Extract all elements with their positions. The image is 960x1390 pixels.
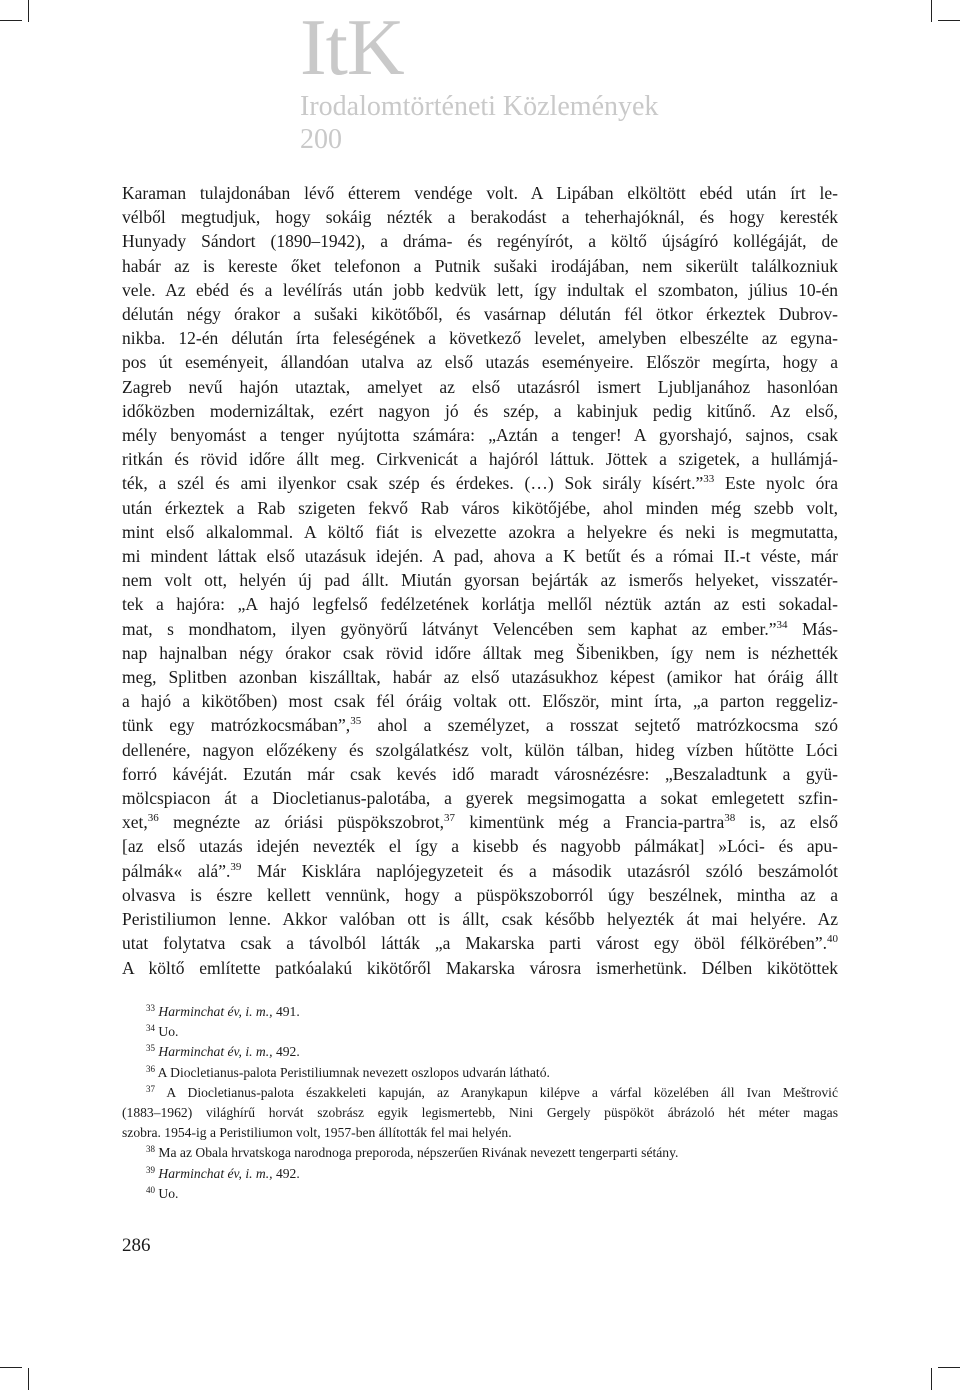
journal-title: Irodalomtörténeti Közlemények xyxy=(300,91,659,122)
page-number: 286 xyxy=(122,1235,151,1256)
text-line: a hajó a kikötőben) most csak fél óráig voltak ott. Először, mint írta, „a parton reggeliz- xyxy=(122,691,838,712)
text-line: utat folytatva csak a távolból látták „a Makarska parti várost egy öböl félkörében”.$^{40}$ xyxy=(122,933,838,954)
text-line: vele. Az ebéd és a levélírás után jobb kedvük lett, így indultak el szombaton, július 10-én xyxy=(122,279,838,300)
footnote-ref[interactable]: 38 xyxy=(724,812,736,825)
journal-header xyxy=(300,4,720,156)
text-line: forró kávéját. Ezután már csak kevés idő maradt városnézésre: „Beszaladtunk a gyü- xyxy=(122,763,838,784)
text-line: időközben modernizáltak, ezért nagyon jó és szép, a kabinjuk pedig kitűnő. Az első, xyxy=(122,400,838,421)
footnote-37-cont: szobra. 1954-ig a Peristiliumon volt, 1957-ben állították fel mai helyén. xyxy=(122,1125,512,1141)
footnote-36: $^{36}$ A Diocletianus-palota Peristiliumnak nevezett oszlopos udvarán látható. xyxy=(146,1063,550,1080)
text-line: Hunyady Sándort (1890–1942), a dráma- és regényírót, a költő újságíró kollégáját, de xyxy=(122,231,838,252)
text-line: Peristiliumon lenne. Akkor valóban ott is állt, csak később helyezték át mai helyére. Az xyxy=(122,909,838,930)
crop-mark xyxy=(0,20,22,21)
footnote-ref[interactable]: 39 xyxy=(230,860,242,873)
footnote-ref[interactable]: 33 xyxy=(703,473,715,486)
text-line: habár az is kereste őket telefonon a Putnik sušaki irodájában, nem sikerült találkozniuk xyxy=(122,255,838,276)
text-line: A költő említette patkóalakú kikötőről Makarska városra ismerhetünk. Délben kikötöttek xyxy=(122,957,838,978)
crop-mark xyxy=(0,1367,22,1368)
crop-mark xyxy=(938,1367,960,1368)
text-line: olvasva is észre kellett vennünk, hogy a püspökszoborról úgy beszélnek, mintha az a xyxy=(122,884,838,905)
footnote-37-cont: (1883–1962) világhírű horvát szobrász egyik legismertebb, Nini Gergely püspököt ábrázoló hét méter magas xyxy=(122,1105,838,1121)
text-line: mat, s mondhatom, ilyen gyönyörű látványt Velencében sem kaphat az ember.”$^{34}$ Más- xyxy=(122,618,838,639)
footnote-ref[interactable]: 36 xyxy=(147,812,159,825)
footnote-39: $^{39}$ Harminchat év, i. m., 492. xyxy=(146,1164,300,1181)
text-line: mély benyomást a tenger nyújtotta számára: „Aztán a tenger! A gyorshajó, sajnos, csak xyxy=(122,425,838,446)
issue-number: 200 xyxy=(300,124,342,155)
text-line: dellenére, nagyon előzékeny és szolgálatkész volt, külön tálban, hideg vízben hűtötte Lóci xyxy=(122,739,838,760)
main-text xyxy=(122,181,838,980)
crop-mark xyxy=(28,0,29,22)
text-line: pos út eseményeit, állandóan utalva az első utazás eseményeire. Először megírta, hogy a xyxy=(122,352,838,373)
footnote-33: $^{33}$ Harminchat év, i. m., 491. xyxy=(146,1003,300,1019)
text-line: Zagreb nevű hajón utaztak, amelyet az első utazásról ismert Ljubljanához hasonlóan xyxy=(122,376,838,397)
text-line: délután négy órakor a sušaki kikötőből, és vasárnap délután fél ötkor érkeztek Dubrov- xyxy=(122,304,838,325)
footnote-35: $^{35}$ Harminchat év, i. m., 492. xyxy=(146,1043,300,1060)
footnote-ref[interactable]: 37 xyxy=(444,812,456,825)
crop-mark xyxy=(28,1368,29,1390)
text-line: mölcspiacon át a Diocletianus-palotába, a gyerek megsimogatta a sokat emlegetett szfin- xyxy=(122,788,838,809)
text-line: mi mindent láttak első utazásuk idején. A pad, ahova a K betűt és a római II.-t véste, már xyxy=(122,546,838,567)
footnote-ref[interactable]: 34 xyxy=(776,618,788,631)
crop-mark xyxy=(931,0,932,22)
text-line: xet,$^{36}$ megnézte az óriási püspökszobrot,$^{37}$ kimentünk még a Francia-partra$^{38}$ is, az első xyxy=(122,812,838,833)
text-line: nap hajnalban négy órakor csak rövid időre álltak meg Šibenikben, így nem is nézhették xyxy=(122,642,838,663)
text-line: vélből megtudjuk, hogy sokáig nézték a berakodást a teherhajóknál, és hogy keresték xyxy=(122,207,838,228)
text-line: nem volt ott, helyén új pad állt. Miután gyorsan bejárták az ismerős helyeket, visszatér- xyxy=(122,570,838,591)
text-line: meg, Splitben azonban kiszálltak, habár az első utazásukhoz képest (amikor hat óráig állt xyxy=(122,667,838,688)
footnote-40: $^{40}$ Uo. xyxy=(146,1184,179,1201)
footnote-34: $^{34}$ Uo. xyxy=(146,1023,179,1040)
text-line: pálmák« alá”.$^{39}$ Már Kisklára naplójegyzeteit és a második utazásról szóló beszámolót xyxy=(122,860,838,881)
text-line: Karaman tulajdonában lévő étterem vendége volt. A Lipában elköltött ebéd után írt le- xyxy=(122,183,838,203)
text-line: ritkán és rövid időre állt meg. Cirkvenicát a hajóról láttuk. Jöttek a szigetek, a hullámjá- xyxy=(122,449,838,470)
journal-logo: ItK xyxy=(300,4,404,92)
text-line: nikba. 12-én délután írta feleségének a következő levelet, amelyben elbeszélte az egyna- xyxy=(122,328,838,349)
text-line: tünk egy matrózkocsmában”,$^{35}$ ahol a személyzet, a rosszat sejtető matrózkocsma szó xyxy=(122,715,838,736)
text-line: ték, a szél és ami ilyenkor csak szép és érdekes. (…) Sok sirály kísért.”$^{33}$ Este nyolc óra xyxy=(122,473,838,494)
footnote-ref[interactable]: 35 xyxy=(350,715,362,728)
text-line: mint első alkalommal. A költő fiát is elvezette azokra a helyekre és neki is megmutatta, xyxy=(122,521,838,542)
crop-mark xyxy=(931,1368,932,1390)
footnotes xyxy=(122,1002,838,1204)
text-line: után érkeztek a Rab szigeten fekvő Rab város kikötőjébe, ahol minden még szebb volt, xyxy=(122,497,838,518)
text-line: tek a hajóra: „A hajó legfelső fedélzetének korlátja mellől néztük aztán az esti sokadal- xyxy=(122,594,838,615)
footnote-ref[interactable]: 40 xyxy=(827,933,838,946)
footnote-38: $^{38}$ Ma az Obala hrvatskoga narodnoga preporoda, népszerűen Rivának nevezett tengerparti sétány. xyxy=(146,1144,679,1161)
footnote-37: $^{37}$ A Diocletianus-palota északkeleti kapuján, az Aranykapun kilépve a várfal közelében áll Ivan Meštrović xyxy=(146,1083,838,1100)
crop-mark xyxy=(938,20,960,21)
text-line: [az első utazás idején nevezték el így a kisebb és nagyobb pálmákat] »Lóci- és apu- xyxy=(122,836,838,857)
